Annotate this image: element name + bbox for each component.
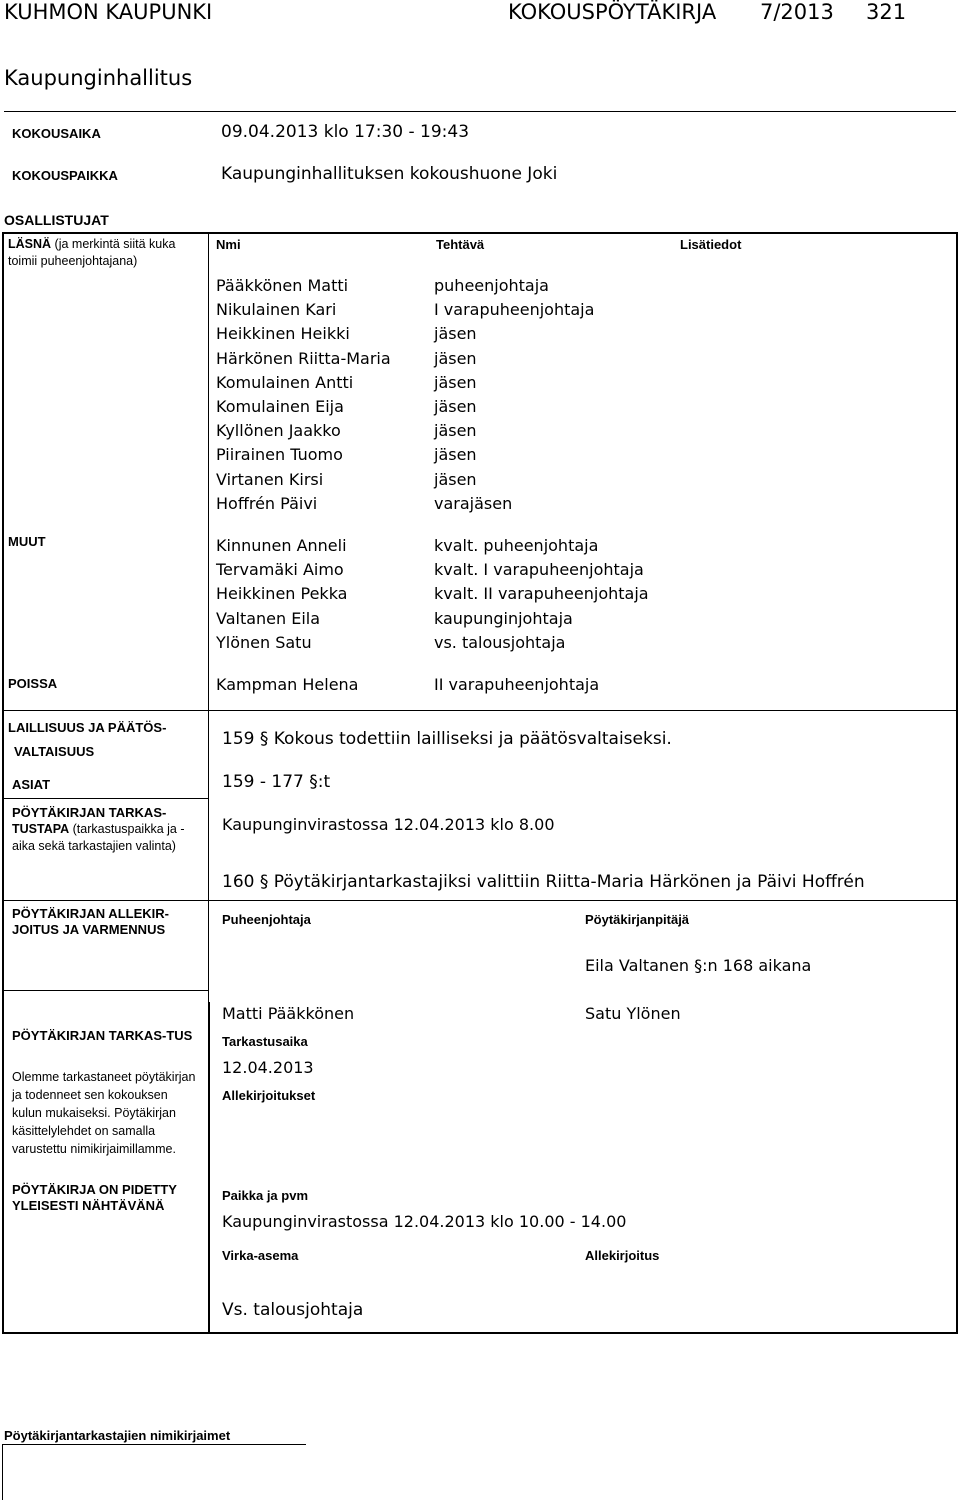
present-role: jäsen	[434, 421, 477, 441]
table-right-rule	[956, 232, 958, 1334]
review-method-label-bold-2: TUSTAPA	[12, 822, 70, 836]
initials-box-left	[2, 1444, 3, 1500]
city-name: KUHMON KAUPUNKI	[4, 0, 213, 24]
matters-rule	[2, 798, 208, 799]
initials-rule	[2, 1444, 306, 1445]
present-role: I varapuheenjohtaja	[434, 300, 595, 320]
column-extra-header: Lisätiedot	[680, 237, 742, 252]
secretary-name: Satu Ylönen	[585, 1004, 681, 1023]
absent-label: POISSA	[8, 676, 58, 691]
others-label: MUUT	[8, 534, 46, 549]
legality-text: 159 § Kokous todettiin lailliseksi ja päätösvaltaiseksi.	[222, 729, 672, 749]
present-label-bold: LÄSNÄ	[8, 237, 52, 251]
review-text: Olemme tarkastaneet pöytäkirjan ja todenneet sen kokouksen kulun mukaiseksi. Pöytäkirjan käsittelylehdet on samalla varustettu nimikirjaimillamme.	[12, 1070, 196, 1156]
present-name: Komulainen Antti	[216, 372, 354, 392]
secretary-label: Pöytäkirjanpitäjä	[585, 912, 690, 927]
other-role: kvalt. I varapuheenjohtaja	[434, 560, 644, 580]
participants-heading: OSALLISTUJAT	[4, 212, 109, 228]
signing-label: PÖYTÄKIRJAN ALLEKIR-JOITUS JA VARMENNUS	[12, 906, 169, 937]
other-role: vs. talousjohtaja	[434, 632, 566, 652]
review-label: PÖYTÄKIRJAN TARKAS-TUS	[12, 1028, 193, 1043]
table-bottom-rule	[2, 1332, 958, 1334]
secretary-note: Eila Valtanen §:n 168 aikana	[585, 956, 812, 975]
column-divider	[208, 232, 209, 1002]
legality-label-2: VALTAISUUS	[14, 744, 95, 759]
present-name: Hoffrén Päivi	[216, 493, 318, 513]
table-left-rule	[2, 232, 4, 1334]
review-time-value: 12.04.2013	[222, 1058, 314, 1077]
other-role: kaupunginjohtaja	[434, 608, 573, 628]
reviewers-text: 160 § Pöytäkirjantarkastajiksi valittiin Riitta-Maria Härkönen ja Päivi Hoffrén	[222, 872, 865, 892]
other-name: Heikkinen Pekka	[216, 584, 348, 604]
present-name: Komulainen Eija	[216, 397, 344, 417]
present-names	[216, 274, 391, 516]
chair-label: Puheenjohtaja	[222, 912, 311, 927]
review-method-label-2	[12, 821, 204, 855]
initials-label: Pöytäkirjantarkastajien nimikirjaimet	[4, 1428, 231, 1443]
legality-label-1: LAILLISUUS JA PÄÄTÖS-	[8, 720, 167, 735]
review-method-label-bold-1: PÖYTÄKIRJAN TARKAS-	[12, 805, 167, 820]
public-place-label: Paikka ja pvm	[222, 1188, 308, 1203]
organ-name: Kaupunginhallitus	[4, 66, 193, 90]
absent-name: Kampman Helena	[216, 675, 359, 694]
present-label	[8, 236, 204, 270]
present-role: jäsen	[434, 324, 477, 344]
present-name: Härkönen Riitta-Maria	[216, 348, 391, 368]
present-role: jäsen	[434, 445, 477, 465]
present-name: Piirainen Tuomo	[216, 445, 343, 465]
meeting-place-label: KOKOUSPAIKKA	[12, 168, 118, 183]
other-name: Valtanen Eila	[216, 608, 321, 628]
review-place-text: Kaupunginvirastossa 12.04.2013 klo 8.00	[222, 815, 555, 834]
present-roles	[434, 274, 594, 516]
position-value: Vs. talousjohtaja	[222, 1300, 364, 1320]
present-role: jäsen	[434, 397, 477, 417]
section-rule	[2, 710, 958, 711]
other-role: kvalt. II varapuheenjohtaja	[434, 584, 649, 604]
position-label: Virka-asema	[222, 1248, 299, 1263]
absent-role: II varapuheenjohtaja	[434, 675, 600, 694]
present-name: Virtanen Kirsi	[216, 469, 324, 489]
review-method-label-rest: (tarkastuspaikka ja -aika sekä tarkastajien valinta)	[12, 822, 185, 853]
meeting-time-value: 09.04.2013 klo 17:30 - 19:43	[221, 122, 470, 142]
chair-name: Matti Pääkkönen	[222, 1004, 355, 1023]
present-label-rest: (ja merkintä siitä kuka toimii puheenjohtajana)	[8, 237, 176, 268]
column-name-header: Nmi	[216, 237, 241, 252]
present-role: jäsen	[434, 372, 477, 392]
signing-left-rule	[2, 990, 208, 991]
other-name: Tervamäki Aimo	[216, 560, 344, 580]
matters-label: ASIAT	[12, 777, 51, 792]
present-name: Heikkinen Heikki	[216, 324, 350, 344]
meeting-time-label: KOKOUSAIKA	[12, 126, 101, 141]
review-method-label	[12, 805, 204, 855]
column-divider-lower	[208, 1002, 210, 1332]
present-name: Pääkkönen Matti	[216, 276, 349, 295]
others-roles	[434, 534, 649, 655]
other-name: Ylönen Satu	[216, 632, 312, 652]
matters-text: 159 - 177 §:t	[222, 772, 331, 792]
signing-rule	[2, 900, 958, 901]
other-role: kvalt. puheenjohtaja	[434, 536, 599, 555]
page-number: 321	[866, 0, 907, 24]
meeting-place-value: Kaupunginhallituksen kokoushuone Joki	[221, 164, 558, 184]
column-role-header: Tehtävä	[436, 237, 485, 252]
document-number: 7/2013	[760, 0, 834, 24]
present-role: jäsen	[434, 469, 477, 489]
others-names	[216, 534, 347, 655]
box-top-rule	[4, 111, 956, 112]
present-role: jäsen	[434, 348, 477, 368]
review-time-label: Tarkastusaika	[222, 1034, 308, 1049]
public-place-value: Kaupunginvirastossa 12.04.2013 klo 10.00 - 14.00	[222, 1212, 627, 1231]
public-label: PÖYTÄKIRJA ON PIDETTY YLEISESTI NÄHTÄVÄNÄ	[12, 1182, 177, 1213]
present-name: Nikulainen Kari	[216, 300, 337, 320]
signatures-label: Allekirjoitukset	[222, 1088, 316, 1103]
other-name: Kinnunen Anneli	[216, 536, 347, 555]
present-role: puheenjohtaja	[434, 276, 549, 295]
document-type: KOKOUSPÖYTÄKIRJA	[508, 0, 717, 24]
signature-label: Allekirjoitus	[585, 1248, 660, 1263]
table-top-rule	[2, 232, 958, 234]
present-name: Kyllönen Jaakko	[216, 421, 341, 441]
present-role: varajäsen	[434, 493, 513, 513]
